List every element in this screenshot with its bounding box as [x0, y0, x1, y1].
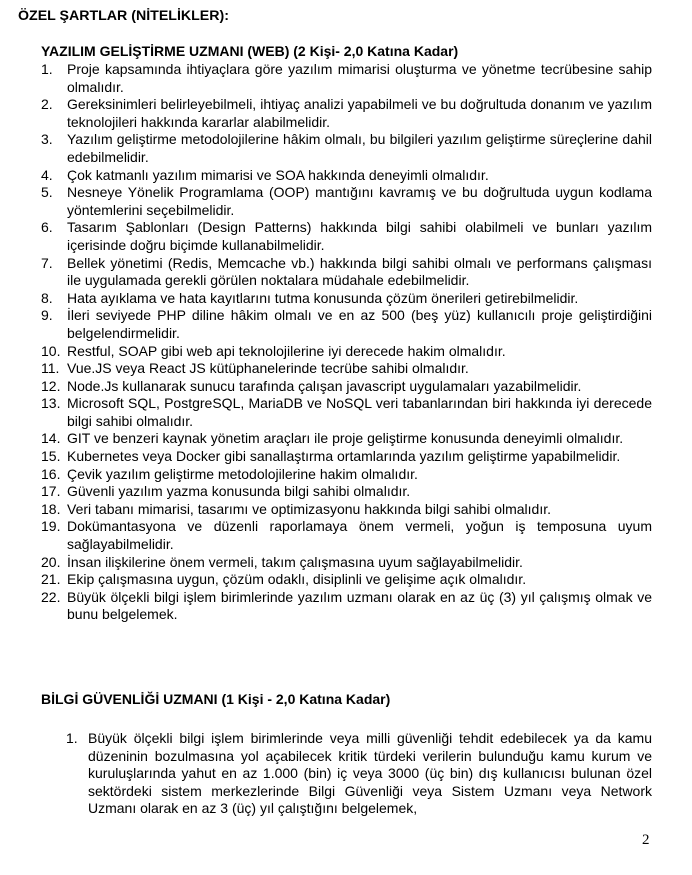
list-item-text: Büyük ölçekli bilgi işlem birimlerinde yazılım uzmanı olarak en az üç (3) yıl çalışmış olmak ve bunu belgelemek. [67, 588, 652, 623]
list-item-text: Veri tabanı mimarisi, tasarımı ve optimizasyonu hakkında bilgi sahibi olmalıdır. [67, 500, 551, 517]
list-item-number: 6. [41, 219, 53, 236]
list-item [41, 131, 652, 166]
list-item [41, 61, 652, 96]
list-item-text: Güvenli yazılım yazma konusunda bilgi sahibi olmalıdır. [67, 483, 411, 500]
list-item-number: 15. [41, 448, 61, 465]
list-item-text: Hata ayıklama ve hata kayıtlarını tutma konusunda çözüm önerileri getirebilmelidir. [67, 289, 579, 306]
list-item-number: 16. [41, 465, 61, 482]
list-item-number: 13. [41, 395, 61, 412]
section-title-software-developer: YAZILIM GELİŞTİRME UZMANI (WEB) (2 Kişi- 2,0 Katına Kadar) [41, 43, 459, 59]
list-item [41, 430, 652, 448]
list-item-number: 21. [41, 571, 61, 588]
list-item-number: 3. [41, 131, 53, 148]
list-item-number: 9. [41, 307, 53, 324]
list-item-text: Ekip çalışmasına uygun, çözüm odaklı, disiplinli ve gelişime açık olmalıdır. [67, 571, 527, 588]
list-item-text: Bellek yönetimi (Redis, Memcache vb.) hakkında bilgi sahibi olmalı ve performans çalışması ile uygulamada gerekli görülen noktalara müdahale edebilmelidir. [67, 254, 652, 289]
list-item [41, 96, 652, 131]
list-item [41, 343, 652, 361]
list-item-text: GIT ve benzeri kaynak yönetim araçları ile proje geliştirme konusunda deneyimli olmalıdır. [67, 430, 624, 447]
list-item [41, 501, 652, 519]
list-item-number: 12. [41, 377, 61, 394]
list-item-text: İleri seviyede PHP diline hâkim olmalı ve en az 500 (beş yüz) kullanıcılı proje geliştirdiğini belgelendirmelidir. [67, 307, 652, 341]
list-item-number: 17. [41, 483, 61, 500]
list-item-number: 18. [41, 500, 61, 517]
list-item [41, 184, 652, 219]
list-item-number: 10. [41, 342, 61, 359]
list-item-number: 14. [41, 430, 61, 447]
section-title-information-security: BİLGİ GÜVENLİĞİ UZMANI (1 Kişi - 2,0 Katına Kadar) [41, 691, 391, 707]
list-item-number: 5. [41, 184, 53, 201]
list-item [41, 290, 652, 308]
main-heading: ÖZEL ŞARTLAR (NİTELİKLER): [18, 8, 229, 24]
list-item-text: Proje kapsamında ihtiyaçlara göre yazılım mimarisi oluşturma ve yönetme tecrübesine sahip olmalıdır. [67, 61, 652, 95]
list-item [41, 255, 652, 290]
list-item [41, 554, 652, 572]
list-item-number: 8. [41, 289, 53, 306]
list-item-number: 1. [41, 61, 53, 77]
list-item [41, 518, 652, 553]
list-item [41, 483, 652, 501]
list-item-number: 1. [66, 730, 78, 746]
list-item [41, 307, 652, 342]
list-item-text: Restful, SOAP gibi web api teknolojilerine iyi derecede hakim olmalıdır. [67, 342, 506, 359]
list-item-text: Yazılım geliştirme metodolojilerine hâkim olmalı, bu bilgileri yazılım geliştirme süreçlerine dahil edebilmelidir. [67, 131, 652, 165]
list-item [41, 395, 652, 430]
list-item [41, 219, 652, 254]
list-item [41, 360, 652, 378]
list-item [41, 167, 652, 185]
list-item-text: Çevik yazılım geliştirme metodolojilerine hakim olmalıdır. [67, 465, 418, 482]
list-item-text: Gereksinimleri belirleyebilmeli, ihtiyaç analizi yapabilmeli ve bu doğrultuda donanım ve yazılım teknolojileri hakkında kararlar alabilmelidir. [67, 96, 652, 130]
list-item-text: Dokümantasyona ve düzenli raporlamaya önem vermeli, yoğun iş temposuna uyum sağlayabilmelidir. [67, 518, 652, 553]
list-item-number: 19. [41, 518, 61, 535]
list-item-number: 4. [41, 166, 53, 183]
list-item-text: Çok katmanlı yazılım mimarisi ve SOA hakkında deneyimli olmalıdır. [67, 166, 489, 183]
requirements-list-information-security [66, 730, 652, 818]
list-item [41, 378, 652, 396]
list-item [41, 571, 652, 589]
list-item-number: 22. [41, 588, 61, 605]
list-item-text: Microsoft SQL, PostgreSQL, MariaDB ve NoSQL veri tabanlarından biri hakkında iyi derecede bilgi sahibi olmalıdır. [67, 395, 652, 429]
list-item-number: 7. [41, 254, 53, 271]
list-item-text: Node.Js kullanarak sunucu tarafında çalışan javascript uygulamaları yazabilmelidir. [67, 377, 582, 394]
list-item-number: 11. [41, 360, 60, 377]
list-item-text: Kubernetes veya Docker gibi sanallaştırma ortamlarında yazılım geliştirme yapabilmelidir. [67, 448, 621, 465]
list-item-text: Vue.JS veya React JS kütüphanelerinde tecrübe sahibi olmalıdır. [67, 360, 469, 377]
list-item-text: Nesneye Yönelik Programlama (OOP) mantığını kavramış ve bu doğrultuda uygun kodlama yöntemlerini seçebilmelidir. [67, 184, 652, 218]
list-item-text: İnsan ilişkilerine önem vermeli, takım çalışmasına uyum sağlayabilmelidir. [67, 553, 523, 570]
list-item-text: Büyük ölçekli bilgi işlem birimlerinde veya milli güvenliği tehdit edebilecek ya da kamu düzeninin bozulmasına yol açabilecek kritik türdeki verilerin bulunduğu kamu kurum ve kuruluşlarında yahut en az 1.000 (bin) iç veya 3000 (üç bin) dış kullanıcısı bulunan özel sektördeki sistem merkezlerinde Bilgi Güvenliği veya Sistem Uzmanı veya Network Uzmanı olarak en az 3 (üç) yıl çalıştığını belgelemek, [88, 730, 652, 817]
list-item [41, 589, 652, 624]
list-item-number: 20. [41, 553, 61, 570]
list-item [41, 466, 652, 484]
list-item-text: Tasarım Şablonları (Design Patterns) hakkında bilgi sahibi olabilmeli ve bunları yazılım içerisinde doğru biçimde kullanabilmelidir. [67, 219, 652, 253]
page-number: 2 [642, 832, 650, 848]
list-item-number: 2. [41, 96, 53, 113]
list-item [41, 448, 652, 466]
requirements-list-software-developer [41, 61, 652, 624]
list-item [66, 730, 652, 818]
